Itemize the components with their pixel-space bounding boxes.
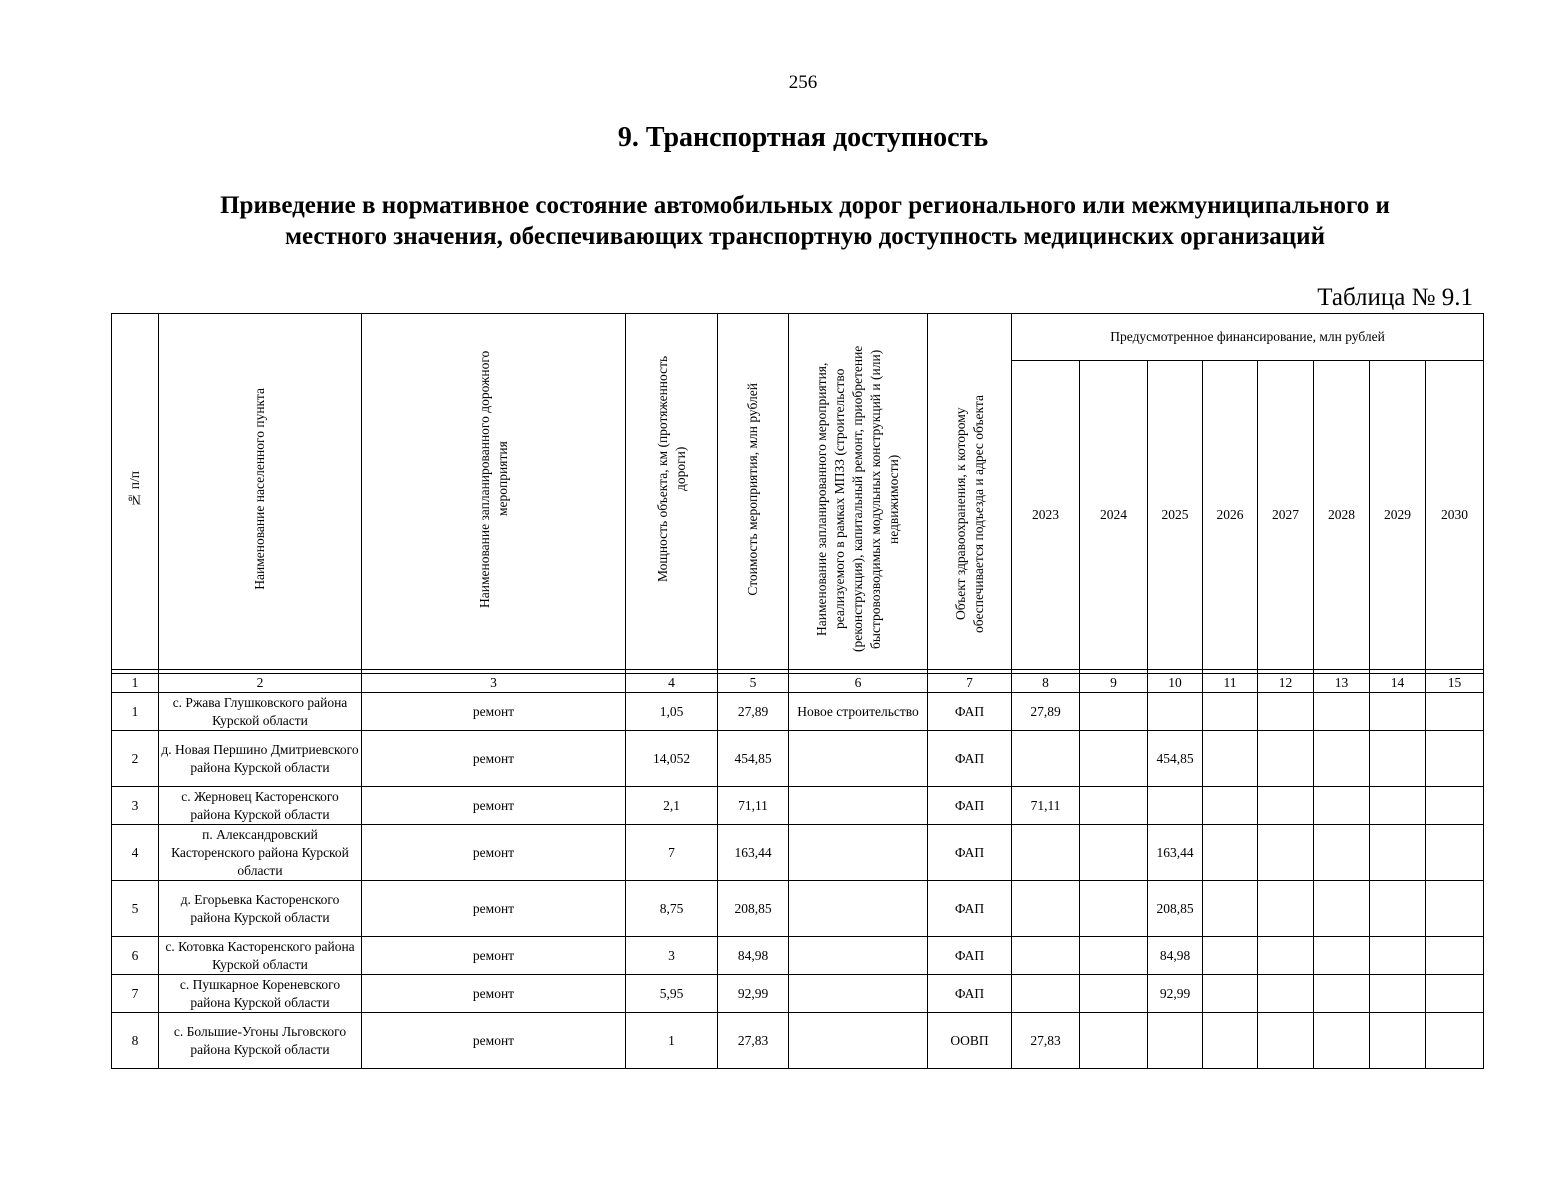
header-health-object-label: Объект здравоохранения, к которому обеспечивается подъезда и адрес объекта — [952, 395, 986, 633]
header-num — [112, 314, 159, 670]
header-settlement — [159, 314, 362, 670]
header-cost-label: Стоимость мероприятия, млн рублей — [745, 382, 760, 596]
row-number: 7 — [112, 975, 159, 1013]
row-number: 8 — [112, 1013, 159, 1069]
funding-2027-cell — [1258, 1013, 1314, 1069]
road-event-cell: ремонт — [362, 975, 626, 1013]
health-object-cell: ФАП — [928, 787, 1012, 825]
table-row — [112, 731, 1484, 787]
column-number: 10 — [1148, 674, 1203, 693]
health-object-cell: ООВП — [928, 1013, 1012, 1069]
funding-2028-cell — [1314, 825, 1370, 881]
header-funding: Предусмотренное финансирование, млн рублей — [1012, 314, 1484, 361]
header-year-2030: 2030 — [1426, 361, 1484, 670]
settlement-cell: д. Новая Першино Дмитриевского района Курской области — [159, 731, 362, 787]
mpzz-event-cell — [789, 881, 928, 937]
funding-2026-cell — [1203, 975, 1258, 1013]
header-settlement-label: Наименование населенного пункта — [252, 388, 267, 590]
header-road-event — [362, 314, 626, 670]
column-number: 11 — [1203, 674, 1258, 693]
mpzz-event-cell — [789, 731, 928, 787]
column-number: 2 — [159, 674, 362, 693]
settlement-cell: с. Пушкарное Кореневского района Курской области — [159, 975, 362, 1013]
funding-2030-cell — [1426, 937, 1484, 975]
road-event-cell: ремонт — [362, 825, 626, 881]
page-number: 256 — [788, 72, 818, 93]
mpzz-event-cell — [789, 825, 928, 881]
column-number-row — [112, 674, 1484, 693]
capacity-cell: 14,052 — [626, 731, 718, 787]
mpzz-event-cell: Новое строительство — [789, 693, 928, 731]
capacity-cell: 3 — [626, 937, 718, 975]
column-number: 6 — [789, 674, 928, 693]
document-subtitle — [110, 190, 1500, 252]
funding-2023-cell — [1012, 825, 1080, 881]
capacity-cell: 2,1 — [626, 787, 718, 825]
funding-2029-cell — [1370, 881, 1426, 937]
funding-2024-cell — [1080, 787, 1148, 825]
funding-2027-cell — [1258, 693, 1314, 731]
road-event-cell: ремонт — [362, 693, 626, 731]
funding-2026-cell — [1203, 881, 1258, 937]
settlement-cell: д. Егорьевка Касторенского района Курской области — [159, 881, 362, 937]
table-body — [112, 693, 1484, 1069]
health-object-cell: ФАП — [928, 881, 1012, 937]
funding-2030-cell — [1426, 975, 1484, 1013]
settlement-cell: с. Большие-Угоны Льговского района Курской области — [159, 1013, 362, 1069]
column-number: 3 — [362, 674, 626, 693]
mpzz-event-cell — [789, 937, 928, 975]
settlement-cell: с. Котовка Касторенского района Курской области — [159, 937, 362, 975]
cost-cell: 84,98 — [718, 937, 789, 975]
health-object-cell: ФАП — [928, 693, 1012, 731]
funding-2028-cell — [1314, 787, 1370, 825]
health-object-cell: ФАП — [928, 937, 1012, 975]
funding-2026-cell — [1203, 693, 1258, 731]
column-number: 5 — [718, 674, 789, 693]
funding-2027-cell — [1258, 937, 1314, 975]
header-capacity — [626, 314, 718, 670]
funding-2024-cell — [1080, 881, 1148, 937]
funding-2024-cell — [1080, 975, 1148, 1013]
table-row — [112, 825, 1484, 881]
funding-2029-cell — [1370, 937, 1426, 975]
header-year-2024: 2024 — [1080, 361, 1148, 670]
funding-2029-cell — [1370, 731, 1426, 787]
funding-2025-cell: 92,99 — [1148, 975, 1203, 1013]
funding-2024-cell — [1080, 1013, 1148, 1069]
header-capacity-label: Мощность объекта, км (протяженность дороги) — [654, 355, 688, 583]
column-number: 7 — [928, 674, 1012, 693]
section-title: 9. Транспортная доступность — [617, 122, 989, 153]
header-road-event-label: Наименование запланированного дорожного мероприятия — [476, 350, 510, 608]
capacity-cell: 8,75 — [626, 881, 718, 937]
capacity-cell: 1,05 — [626, 693, 718, 731]
subtitle-line-1: Приведение в нормативное состояние автомобильных дорог регионального или межмуниципального и — [220, 192, 1390, 219]
funding-2030-cell — [1426, 881, 1484, 937]
capacity-cell: 1 — [626, 1013, 718, 1069]
mpzz-event-cell — [789, 1013, 928, 1069]
row-number: 4 — [112, 825, 159, 881]
funding-2023-cell: 71,11 — [1012, 787, 1080, 825]
capacity-cell: 5,95 — [626, 975, 718, 1013]
funding-2029-cell — [1370, 975, 1426, 1013]
road-event-cell: ремонт — [362, 1013, 626, 1069]
health-object-cell: ФАП — [928, 975, 1012, 1013]
funding-2027-cell — [1258, 731, 1314, 787]
funding-2025-cell — [1148, 787, 1203, 825]
header-year-2025: 2025 — [1148, 361, 1203, 670]
funding-2029-cell — [1370, 1013, 1426, 1069]
funding-2023-cell — [1012, 881, 1080, 937]
funding-2023-cell — [1012, 937, 1080, 975]
column-number: 4 — [626, 674, 718, 693]
header-year-2028: 2028 — [1314, 361, 1370, 670]
health-object-cell: ФАП — [928, 731, 1012, 787]
table-row — [112, 975, 1484, 1013]
column-number: 12 — [1258, 674, 1314, 693]
header-year-2026: 2026 — [1203, 361, 1258, 670]
funding-2023-cell: 27,89 — [1012, 693, 1080, 731]
funding-2023-cell — [1012, 731, 1080, 787]
column-number: 8 — [1012, 674, 1080, 693]
cost-cell: 454,85 — [718, 731, 789, 787]
row-number: 1 — [112, 693, 159, 731]
row-number: 3 — [112, 787, 159, 825]
header-mpzz-event-label: Наименование запланированного мероприятия, реализуемого в рамках МПЗЗ (строительство (реконструкция), капитальный ремонт, приобретение быстровозводимых модульных конструкций и (или) недвижимости) — [814, 345, 901, 653]
table-label: Таблица № 9.1 — [1317, 284, 1473, 311]
row-number: 6 — [112, 937, 159, 975]
funding-2026-cell — [1203, 825, 1258, 881]
funding-2028-cell — [1314, 937, 1370, 975]
funding-2030-cell — [1426, 693, 1484, 731]
funding-2023-cell — [1012, 975, 1080, 1013]
funding-2024-cell — [1080, 693, 1148, 731]
cost-cell: 27,89 — [718, 693, 789, 731]
funding-2025-cell: 163,44 — [1148, 825, 1203, 881]
road-event-cell: ремонт — [362, 731, 626, 787]
header-year-2023: 2023 — [1012, 361, 1080, 670]
health-object-cell: ФАП — [928, 825, 1012, 881]
funding-2030-cell — [1426, 1013, 1484, 1069]
funding-2025-cell: 84,98 — [1148, 937, 1203, 975]
funding-2030-cell — [1426, 731, 1484, 787]
table-row — [112, 881, 1484, 937]
road-event-cell: ремонт — [362, 937, 626, 975]
funding-2030-cell — [1426, 825, 1484, 881]
funding-2026-cell — [1203, 731, 1258, 787]
funding-2027-cell — [1258, 787, 1314, 825]
funding-2028-cell — [1314, 731, 1370, 787]
column-number: 1 — [112, 674, 159, 693]
funding-2026-cell — [1203, 787, 1258, 825]
funding-2025-cell — [1148, 1013, 1203, 1069]
column-number: 9 — [1080, 674, 1148, 693]
funding-2025-cell — [1148, 693, 1203, 731]
table-row — [112, 787, 1484, 825]
funding-2027-cell — [1258, 881, 1314, 937]
cost-cell: 163,44 — [718, 825, 789, 881]
header-year-2027: 2027 — [1258, 361, 1314, 670]
funding-2027-cell — [1258, 825, 1314, 881]
funding-2029-cell — [1370, 693, 1426, 731]
subtitle-line-2: местного значения, обеспечивающих транспортную доступность медицинских организаций — [285, 223, 1325, 250]
funding-2028-cell — [1314, 693, 1370, 731]
column-number: 13 — [1314, 674, 1370, 693]
funding-table — [111, 313, 1484, 1069]
header-health-object — [928, 314, 1012, 670]
cost-cell: 27,83 — [718, 1013, 789, 1069]
funding-2028-cell — [1314, 881, 1370, 937]
header-cost — [718, 314, 789, 670]
funding-2029-cell — [1370, 825, 1426, 881]
header-mpzz-event — [789, 314, 928, 670]
funding-2024-cell — [1080, 825, 1148, 881]
cost-cell: 208,85 — [718, 881, 789, 937]
funding-2029-cell — [1370, 787, 1426, 825]
header-year-2029: 2029 — [1370, 361, 1426, 670]
capacity-cell: 7 — [626, 825, 718, 881]
funding-2025-cell: 208,85 — [1148, 881, 1203, 937]
cost-cell: 71,11 — [718, 787, 789, 825]
funding-2030-cell — [1426, 787, 1484, 825]
funding-2025-cell: 454,85 — [1148, 731, 1203, 787]
table-row — [112, 693, 1484, 731]
funding-2028-cell — [1314, 1013, 1370, 1069]
settlement-cell: п. Александровский Касторенского района Курской области — [159, 825, 362, 881]
funding-2027-cell — [1258, 975, 1314, 1013]
row-number: 2 — [112, 731, 159, 787]
funding-2026-cell — [1203, 1013, 1258, 1069]
row-number: 5 — [112, 881, 159, 937]
table-row — [112, 937, 1484, 975]
mpzz-event-cell — [789, 975, 928, 1013]
settlement-cell: с. Жерновец Касторенского района Курской области — [159, 787, 362, 825]
funding-2026-cell — [1203, 937, 1258, 975]
settlement-cell: с. Ржава Глушковского района Курской области — [159, 693, 362, 731]
funding-2023-cell: 27,83 — [1012, 1013, 1080, 1069]
header-num-label: № п/п — [127, 470, 142, 508]
column-number: 15 — [1426, 674, 1484, 693]
mpzz-event-cell — [789, 787, 928, 825]
column-number: 14 — [1370, 674, 1426, 693]
funding-2028-cell — [1314, 975, 1370, 1013]
funding-2024-cell — [1080, 731, 1148, 787]
road-event-cell: ремонт — [362, 881, 626, 937]
funding-2024-cell — [1080, 937, 1148, 975]
table-row — [112, 1013, 1484, 1069]
road-event-cell: ремонт — [362, 787, 626, 825]
cost-cell: 92,99 — [718, 975, 789, 1013]
